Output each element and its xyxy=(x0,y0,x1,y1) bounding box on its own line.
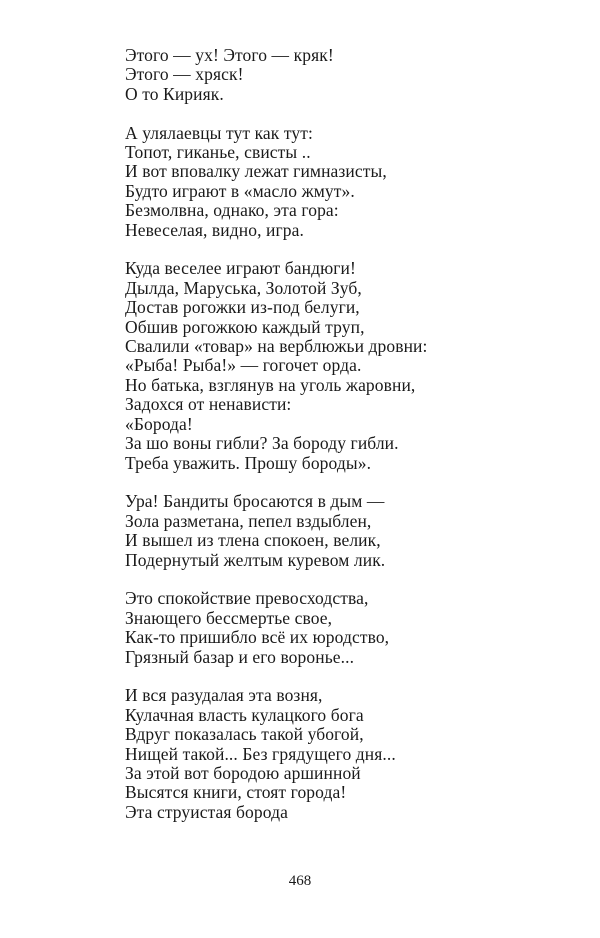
page-number: 468 xyxy=(288,873,312,889)
poem-line: Кулачная власть кулацкого бога xyxy=(125,704,364,725)
poem-line: Куда веселее играют бандюги! xyxy=(125,258,356,279)
poem-line: Этого — ух! Этого — кряк! xyxy=(125,45,334,65)
stanza-6 xyxy=(125,686,565,822)
stanza-4 xyxy=(125,492,565,570)
poem-line: Зола разметана, пепел вздыблен, xyxy=(125,510,372,531)
stanza-1 xyxy=(125,46,565,104)
poem-line: Как-то пришибло всё их юродство, xyxy=(125,627,390,648)
poem-line: Треба уважить. Прошу бороды». xyxy=(125,452,372,473)
poem-line: Но батька, взглянув на уголь жаровни, xyxy=(125,374,416,395)
poem-line: И вот вповалку лежат гимназисты, xyxy=(125,161,387,182)
poem-line: Это спокойствие превосходства, xyxy=(125,588,369,609)
poem-line: И вышел из тлена спокоен, велик, xyxy=(125,530,381,551)
stanza-divider xyxy=(125,104,565,123)
stanza-divider xyxy=(125,240,565,259)
poem-line: Обшив рогожкою каждый труп, xyxy=(125,316,365,337)
stanza-divider xyxy=(125,667,565,686)
poem-line: Достав рогожки из-под белуги, xyxy=(125,297,360,318)
stanza-3 xyxy=(125,259,565,472)
poem-line: О то Кирияк. xyxy=(125,83,224,104)
poem-line: Грязный базар и его воронье... xyxy=(125,646,355,667)
poem-line: Невеселая, видно, игра. xyxy=(125,219,304,240)
poem-line: Эта струистая борода xyxy=(125,801,288,822)
poem-line: Высятся книги, стоят города! xyxy=(125,782,347,803)
stanza-5 xyxy=(125,589,565,667)
poem-line: Топот, гиканье, свисты .. xyxy=(125,142,311,163)
poem-line: Безмолвна, однако, эта гора: xyxy=(125,200,339,221)
poem-line: Этого — хряск! xyxy=(125,64,244,85)
poem-line: Ура! Бандиты бросаются в дым — xyxy=(125,491,385,512)
poem-line: Подернутый желтым куревом лик. xyxy=(125,549,386,570)
stanza-2 xyxy=(125,124,565,240)
poem-line: «Борода! xyxy=(125,413,193,434)
poem-line: Свалили «товар» на верблюжьи дровни: xyxy=(125,336,428,357)
poem-line: А улялаевцы тут как тут: xyxy=(125,122,313,143)
poem-line: Вдруг показалась такой убогой, xyxy=(125,724,364,745)
poem-line: Задохся от ненависти: xyxy=(125,394,292,415)
poem-line: Знающего бессмертье свое, xyxy=(125,607,333,628)
poem-text xyxy=(125,46,565,822)
poem-line: И вся разудалая эта возня, xyxy=(125,685,323,706)
stanza-divider xyxy=(125,473,565,492)
poem-line: Будто играют в «масло жмут». xyxy=(125,180,355,201)
poem-line: «Рыба! Рыба!» — гогочет орда. xyxy=(125,355,362,376)
poem-line: За шо воны гибли? За бороду гибли. xyxy=(125,433,399,454)
poem-line: Нищей такой... Без грядущего дня... xyxy=(125,743,396,764)
stanza-divider xyxy=(125,570,565,589)
poem-line: Дылда, Маруська, Золотой Зуб, xyxy=(125,277,362,298)
poem-line: За этой вот бородою аршинной xyxy=(125,762,361,783)
